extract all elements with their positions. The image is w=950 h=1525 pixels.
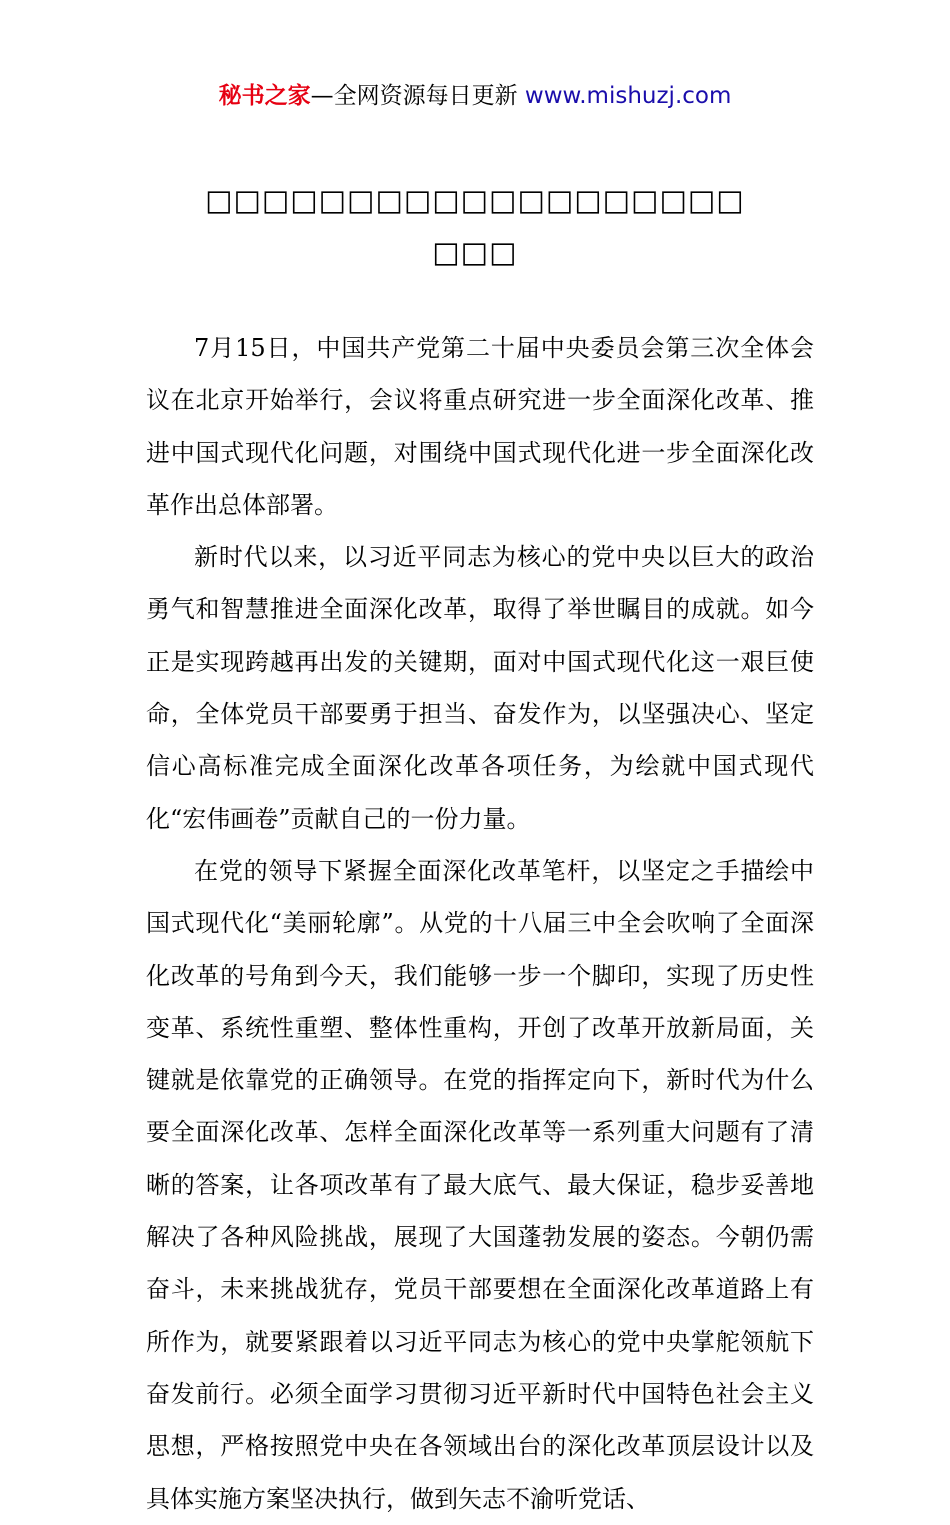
document-title-line-2: □□□ <box>432 235 518 269</box>
document-title-line-1: □□□□□□□□□□□□□□□□□□□ <box>205 183 745 217</box>
paragraph: 在党的领导下紧握全面深化改革笔杆，以坚定之手描绘中国式现代化“美丽轮廓”。从党的十八届三中全会吹响了全面深化改革的号角到今天，我们能够一步一个脚印，实现了历史性变革、系统性重塑、整体性重构，开创了改革开放新局面，关键就是依靠党的正确领导。在党的指挥定向下，新时代为什么要全面深化改革、怎样全面深化改革等一系列重大问题有了清晰的答案，让各项改革有了最大底气、最大保证，稳步妥善地解决了各种风险挑战，展现了大国蓬勃发展的姿态。今朝仍需奋斗，未来挑战犹存，党员干部要想在全面深化改革道路上有所作为，就要紧跟着以习近平同志为核心的党中央掌舵领航下奋发前行。必须全面学习贯彻习近平新时代中国特色社会主义思想，严格按照党中央在各领域出台的深化改革顶层设计以及具体实施方案坚决执行，做到矢志不渝听党话、 <box>146 856 814 1513</box>
document-title <box>100 174 850 278</box>
site-header <box>0 80 950 112</box>
site-url-link[interactable]: www.mishuzj.com <box>524 83 732 109</box>
paragraph: 新时代以来，以习近平同志为核心的党中央以巨大的政治勇气和智慧推进全面深化改革，取得了举世瞩目的成就。如今正是实现跨越再出发的关键期，面对中国式现代化这一艰巨使命，全体党员干部要勇于担当、奋发作为，以坚强决心、坚定信心高标准完成全面深化改革各项任务，为绘就中国式现代化“宏伟画卷”贡献自己的一份力量。 <box>146 543 814 833</box>
paragraph: 7月15日，中国共产党第二十届中央委员会第三次全体会议在北京开始举行，会议将重点研究进一步全面深化改革、推进中国式现代化问题，对围绕中国式现代化进一步全面深化改革作出总体部署。 <box>146 334 814 519</box>
document-body <box>146 322 814 1525</box>
header-dash: — <box>310 83 334 109</box>
site-tagline: 全网资源每日更新 <box>333 83 525 109</box>
site-brand: 秘书之家 <box>218 83 311 109</box>
